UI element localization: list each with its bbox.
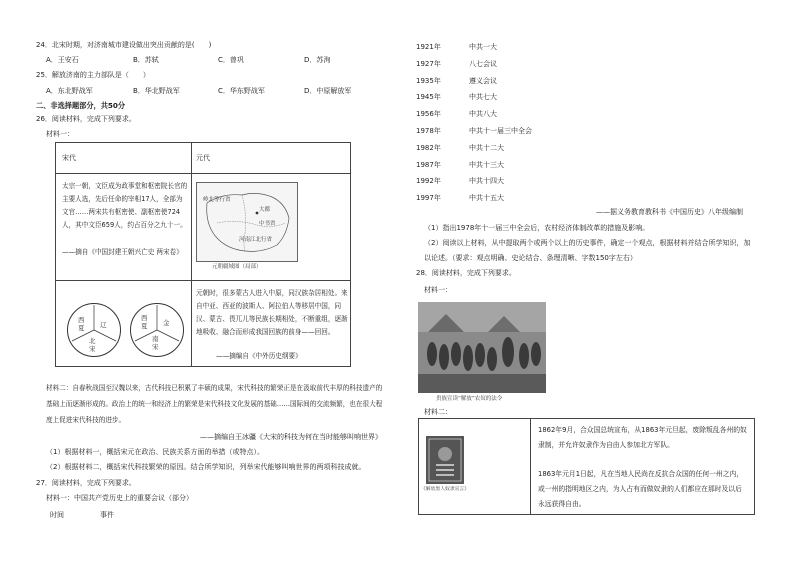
meeting-event: 中共八大 bbox=[469, 110, 497, 119]
q28-stem: 28．阅读材料，完成下列要求。 bbox=[416, 269, 516, 277]
meeting-event: 中共一大 bbox=[469, 43, 497, 51]
q25-option-b: B．华北野战军 bbox=[133, 87, 180, 95]
q24-option-b: B．苏轼 bbox=[133, 56, 159, 64]
meeting-event: 中共十二大 bbox=[469, 143, 504, 152]
region-label: 西夏 bbox=[141, 314, 148, 330]
q28-paragraph1: 1862年9月，合众国总统宣布，从1863年元旦起，废除叛乱各州的奴隶制，并允许奴隶作为自由人参加北方军队。 bbox=[538, 426, 747, 449]
q27-stem: 27．阅读材料，完成下列要求。 bbox=[36, 479, 136, 487]
q25-option-a: A．东北野战军 bbox=[46, 87, 93, 95]
q26-stem: 26．阅读材料，完成下列要求。 bbox=[36, 115, 136, 123]
meeting-event: 中共十一届三中全会 bbox=[469, 127, 532, 135]
q26-material2-source: ——摘编自王冰疆《大宋的科技为何在当时能够叫响世界》 bbox=[200, 433, 382, 441]
region-label: 北宋 bbox=[89, 337, 96, 353]
col-header-song: 宋代 bbox=[62, 154, 76, 162]
map-label: 中书省 bbox=[259, 221, 276, 227]
map-label: 大都 bbox=[259, 207, 271, 213]
region-label: 西夏 bbox=[78, 316, 85, 332]
box-divider bbox=[530, 418, 531, 515]
q28-material2-label: 材料二： bbox=[424, 408, 452, 416]
map-label: 岭北等行省 bbox=[203, 197, 231, 203]
region-label: 金 bbox=[163, 319, 170, 327]
q26-question2: （2）根据材料二，概括宋代科技繁荣的原因。结合所学知识，列举宋代能够叫响世界的两项科技成就。 bbox=[46, 463, 366, 471]
q27-source: ——据义务教育教科书《中国历史》八年级编制 bbox=[596, 208, 743, 216]
q26-question1: （1）根据材料一，概括宋元在政治、民族关系方面的举措（或特点）。 bbox=[46, 448, 264, 456]
q26-material1-label: 材料一： bbox=[46, 130, 74, 138]
q24-option-c: C．曾巩 bbox=[218, 56, 244, 64]
map-caption: 元朝疆域图（局部） bbox=[212, 264, 262, 270]
map-graphic bbox=[197, 183, 297, 261]
meeting-event: 中共十五大 bbox=[469, 194, 504, 203]
meeting-year: 1992年 bbox=[416, 177, 441, 186]
meeting-year: 1997年 bbox=[416, 194, 441, 203]
q24-option-d: D．苏洵 bbox=[304, 56, 331, 64]
song-liao-xixia-diagram bbox=[67, 303, 121, 357]
q25-option-d: D．中原解放军 bbox=[304, 87, 352, 95]
q27-header-time: 时间 bbox=[50, 511, 64, 519]
photo-caption: 贵族宣读“解放”农奴的法令 bbox=[436, 396, 503, 402]
yuan-source: ——摘编自《中外历史纲要》 bbox=[216, 352, 302, 360]
q28-paragraph2: 1863年元月1日起，凡在当地人民尚在反抗合众国的任何一州之内，或一州的指明地区之内，为人占有而做奴隶的人们都应在那时及以后永远获得自由。 bbox=[538, 470, 744, 508]
meeting-year: 1921年 bbox=[416, 43, 441, 51]
q27-material1: 材料一：中国共产党历史上的重要会议（部分） bbox=[46, 494, 193, 502]
map-label: 河南江北行省 bbox=[239, 237, 273, 243]
q24-option-a: A．王安石 bbox=[46, 56, 79, 64]
region-label: 南宋 bbox=[152, 335, 159, 351]
table-divider bbox=[55, 280, 351, 281]
meeting-event: 中共十三大 bbox=[469, 160, 504, 169]
meeting-year: 1945年 bbox=[416, 93, 441, 102]
meeting-year: 1987年 bbox=[416, 160, 441, 169]
meeting-event: 中共七大 bbox=[469, 93, 497, 102]
q27-question1: （1）指出1978年十一届三中全会后，农村经济体制改革的措施及影响。 bbox=[424, 224, 650, 232]
yuan-territory-map bbox=[196, 182, 298, 262]
yuan-text: 元朝时，很多蒙古人进入中原，同汉族杂居相处。来自中亚、西亚的波斯人、阿拉伯人等移居中国，同汉、蒙古、畏兀儿等民族长期相处，不断重组，逐渐地吸收、融合而形成我国回族的前身——回回。 bbox=[196, 289, 348, 336]
meeting-year: 1978年 bbox=[416, 127, 441, 135]
q27-header-event: 事件 bbox=[100, 511, 114, 519]
table-divider bbox=[55, 173, 351, 174]
song-jin-xixia-diagram bbox=[130, 303, 184, 357]
q25-stem: 25．解放济南的主力部队是（ ） bbox=[36, 71, 150, 79]
meeting-year: 1956年 bbox=[416, 110, 441, 119]
region-label: 辽 bbox=[100, 321, 107, 329]
meeting-event: 八七会议 bbox=[469, 59, 497, 68]
section-heading: 二、非选择题部分，共50分 bbox=[36, 101, 126, 110]
q27-question2-line1: （2）阅读以上材料，从中提取两个或两个以上的历史事件，确定一个观点，根据材料并结合所学知识，加 bbox=[424, 239, 751, 247]
q28-material1-label: 材料一： bbox=[424, 286, 452, 294]
song-text: 太宗一朝，文臣成为政事堂和枢密院长官的主要人选，先后任命的宰相17人，全部为文官……两宋共有枢密使、副枢密使724人，其中文臣659人，约占百分之九十一。 bbox=[62, 182, 188, 229]
serf-emancipation-photo bbox=[418, 302, 546, 393]
q27-question2-line2: 以论述。（要求：观点明确、史论结合、条理清晰、字数150字左右） bbox=[424, 254, 637, 262]
meeting-year: 1982年 bbox=[416, 143, 441, 152]
meeting-event: 中共十四大 bbox=[469, 177, 504, 186]
meeting-year: 1927年 bbox=[416, 59, 441, 68]
col-header-yuan: 元代 bbox=[196, 154, 210, 162]
q25-option-c: C．华东野战军 bbox=[218, 87, 265, 95]
q24-stem: 24．北宋时期，对济南城市建设做出突出贡献的是( ) bbox=[36, 41, 212, 49]
meeting-year: 1935年 bbox=[416, 76, 441, 85]
q26-material2: 材料二：自春秋战国至汉魏以来，古代科技已积累了丰硕的成果，宋代科技的繁荣正是在汲取前代丰厚的科技遗产的基础上而逐渐形成的。政治上的统一和经济上的繁荣是宋代科技文化发展的基础……国际间的交流频繁，也在很大程度上促进宋代科技的进步。 bbox=[46, 384, 383, 424]
meeting-event: 遵义会议 bbox=[469, 76, 497, 85]
song-source: ——摘自《中国封建王朝兴亡史 两宋卷》 bbox=[62, 248, 183, 256]
table-divider bbox=[191, 142, 192, 367]
proclamation-caption: 《解放黑人奴隶宣言》 bbox=[421, 487, 469, 492]
proclamation-image bbox=[426, 436, 464, 484]
